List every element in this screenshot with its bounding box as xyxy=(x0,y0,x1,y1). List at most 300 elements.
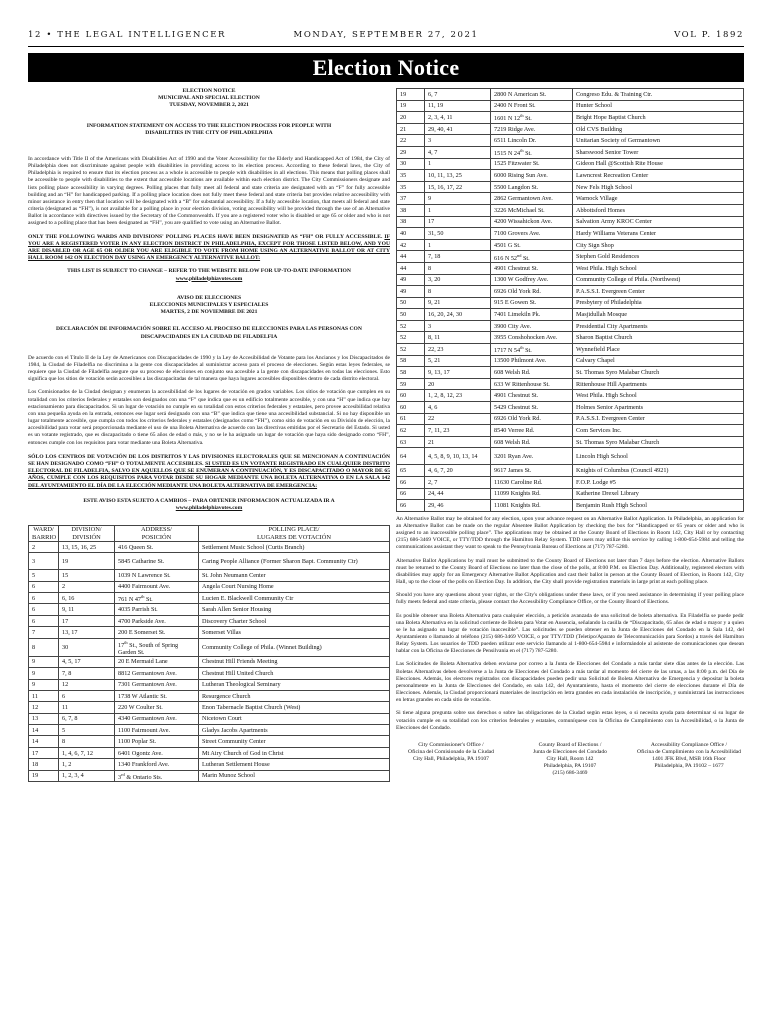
table-row xyxy=(397,332,744,344)
cell-ward: 6 xyxy=(29,615,59,626)
table-row xyxy=(29,553,390,570)
cell-ward: 65 xyxy=(397,465,425,477)
cell-division: 1 xyxy=(425,239,491,251)
english-heading-2: MUNICIPAL AND SPECIAL ELECTION xyxy=(158,95,260,102)
cell-address: 4400 Fairmount Ave. xyxy=(115,581,199,592)
cell-address: 1100 Poplar St. xyxy=(115,736,199,747)
cell-division: 9, 13, 17 xyxy=(425,367,491,379)
cell-ward: 9 xyxy=(29,679,59,690)
cell-ward: 62 xyxy=(397,425,425,437)
cell-address: 915 E Gowen St. xyxy=(491,297,573,309)
cell-ward: 52 xyxy=(397,344,425,356)
cell-address: 6401 Ogontz Ave. xyxy=(115,747,199,758)
table-row xyxy=(397,262,744,274)
table-row xyxy=(29,627,390,638)
spanish-bold-intro: SÓLO LOS CENTROS DE VOTACIÓN DE LOS DISTRITOS Y LAS DIVISIONES ELECTORALES QUE SE MENCIONAN A CONTINUACIÓN SE HAN DESIGNADO COMO “FH” O TOTALMENTE ACCESIBLES. xyxy=(28,453,390,467)
cell-ward: 66 xyxy=(397,477,425,489)
cell-division: 6, 7 xyxy=(425,89,491,101)
cell-polling-place: Mt Airy Church of God in Christ xyxy=(199,747,390,758)
english-bold-intro: ONLY THE FOLLOWING WARDS AND DIVISIONS' POLLING PLACES HAVE BEEN DESIGNATED AS “FH” OR FULLY ACCESSIBLE. xyxy=(28,233,383,240)
cell-division: 3 xyxy=(425,320,491,332)
cell-ward: 2 xyxy=(29,541,59,552)
cell-ward: 35 xyxy=(397,181,425,193)
cell-polling-place: New Fels High School xyxy=(573,181,744,193)
right-text-1: An Alternative Ballot may be obtained for any election, upon your advance request on an Alternative Ballot Application. In Philadelphia, an application for an Alternative Ballot can be made on the regular Absentee Ballot Application by checking the box for “Handicapped or 65 years or older and who is assigned to an inaccessible polling place”. The applications may be obtained at the County Board of Elections in Room 142, City Hall or by contacting (215) 686-3469 VOICE, or TTY/TDD through the Hamilton Relay System. TDD users may utilize this service by calling 1-800-654-5984 and telling the communications assistant they want to speak to the Pennsylvania Bureau of Elections at (717) 787-5280. xyxy=(396,515,744,551)
cell-division: 16, 20, 24, 30 xyxy=(425,309,491,321)
masthead-date: MONDAY, SEPTEMBER 27, 2021 xyxy=(293,30,479,40)
cell-address: 4700 Parkside Ave. xyxy=(115,615,199,626)
cell-division: 1, 4, 6, 7, 12 xyxy=(59,747,115,758)
table-row xyxy=(397,309,744,321)
cell-ward: 5 xyxy=(29,570,59,581)
cell-polling-place: Presidential City Apartments xyxy=(573,320,744,332)
cell-division: 7, 11, 23 xyxy=(425,425,491,437)
cell-address: 608 Welsh Rd. xyxy=(491,367,573,379)
cell-address: 220 W Coulter St. xyxy=(115,702,199,713)
cell-polling-place: Sharon Baptist Church xyxy=(573,332,744,344)
cell-ward: 52 xyxy=(397,320,425,332)
masthead xyxy=(28,30,744,44)
table-row xyxy=(29,713,390,724)
cell-address: 2862 Germantown Ave. xyxy=(491,193,573,205)
table-row xyxy=(29,604,390,615)
cell-address: 761 N 47th St. xyxy=(115,593,199,604)
cell-address: 4901 Chestnut St. xyxy=(491,262,573,274)
cell-polling-place: Calvary Chapel xyxy=(573,355,744,367)
cell-ward: 66 xyxy=(397,500,425,512)
cell-division: 30 xyxy=(59,638,115,656)
cell-ward: 14 xyxy=(29,725,59,736)
cell-division: 15, 16, 17, 22 xyxy=(425,181,491,193)
cell-division: 1, 2 xyxy=(59,759,115,770)
cell-ward: 60 xyxy=(397,390,425,402)
right-column xyxy=(396,88,744,777)
table-row xyxy=(397,297,744,309)
table-row xyxy=(397,500,744,512)
cell-address: 2400 N Front St. xyxy=(491,100,573,112)
table-row xyxy=(397,320,744,332)
cell-polling-place: St. John Neumann Center xyxy=(199,570,390,581)
english-body: In accordance with Title II of the Americans with Disabilities Act of 1990 and the Voter Accessibility for the Elderly and Handicapped Act of 1984, the City of Philadelphia does not discriminate against people with disabilities in providing access to its election process. According to these federal laws, the City of Philadelphia is required to ensure that its election process as a whole is accessible to people with disabilities in all elections. This means that polling places shall be accessible to people with disabilities to the extent that accessible locations are available within each election district. The City Commissioners designate and lists polling place accessibility in varying degrees. Polling places that fully meet all federal and state criteria are designated with an “F” for fully accessible building and an “H” for handicapped parking. If a polling place location does not fully meet these federal and state criteria but provides relative accessibility with minor assistance in entry then that location will be designated with a “B” for substantial accessibility. If a fully accessible location, that meets all federal and state criteria (designated as “FH”), is not available for a polling place in your election division, voting accessibility will be provided through the use of an Alternative Ballot in accordance with directives issued by the Secretary of the Commonwealth. If you are a registered voter who is disabled or age 65 or older and who is not assigned to a polling place that has been designated as “FH”, you are qualified to vote using an Alternative Ballot. xyxy=(28,156,390,227)
english-eligibility xyxy=(28,234,390,263)
masthead-volume: VOL P. 1892 xyxy=(674,30,744,40)
cell-polling-place: Gladys Jacobs Apartments xyxy=(199,725,390,736)
cell-address: 7219 Ridge Ave. xyxy=(491,123,573,135)
cell-polling-place: Somerset Villas xyxy=(199,627,390,638)
table-row xyxy=(397,100,744,112)
cell-ward: 8 xyxy=(29,638,59,656)
table-row xyxy=(397,239,744,251)
cell-polling-place: Community College of Phila. (Northwest) xyxy=(573,274,744,286)
cell-division: 22, 23 xyxy=(425,344,491,356)
cell-division: 4, 7 xyxy=(425,146,491,158)
cell-ward: 6 xyxy=(29,581,59,592)
table-row xyxy=(397,216,744,228)
spanish-eligibility xyxy=(28,454,390,490)
cell-division: 4, 6, 7, 20 xyxy=(425,465,491,477)
masthead-publication: 12 • THE LEGAL INTELLIGENCER xyxy=(28,30,227,40)
cell-polling-place: Unitarian Society of Germantown xyxy=(573,135,744,147)
right-text-6: Si tiene alguna pregunta sobre sus derechos o sobre las obligaciones de la Ciudad según estas leyes, o si necesita ayuda para determinar si su lugar de votación cumple en su totalidad con los criterios federales y estatales, comuníquese con la Oficina de Cumplimiento con la Accesibilidad, o la Junta de Elecciones del Condado. xyxy=(396,710,744,731)
table-row xyxy=(397,170,744,182)
cell-division: 21 xyxy=(425,436,491,448)
table-row xyxy=(29,759,390,770)
header-address: ADDRESS/ POSICIÓN xyxy=(115,526,199,542)
table-row xyxy=(29,679,390,690)
cell-polling-place: Lutheran Settlement House xyxy=(199,759,390,770)
contact-board-of-elections: County Board of Elections / Junta de Elecciones del Condado City Hall, Room 142 Philadelphia, PA 19107 (215) 686-3469 xyxy=(533,741,607,776)
cell-address: 2800 N American St. xyxy=(491,89,573,101)
contact-commissioners: City Commissioner's Office / Oficina del Comisionado de la Ciudad City Hall, Philadelphia, PA 19107 xyxy=(408,741,494,762)
cell-polling-place: Com Services Inc. xyxy=(573,425,744,437)
cell-ward: 6 xyxy=(29,604,59,615)
cell-ward: 42 xyxy=(397,239,425,251)
cell-division: 7, 8 xyxy=(59,668,115,679)
cell-address: 5845 Catharine St. xyxy=(115,553,199,570)
cell-polling-place: Lincoln High School xyxy=(573,448,744,465)
cell-address: 7401 Limekiln Pk. xyxy=(491,309,573,321)
cell-ward: 20 xyxy=(397,112,425,124)
cell-ward: 37 xyxy=(397,193,425,205)
cell-division: 4, 6 xyxy=(425,402,491,414)
cell-ward: 50 xyxy=(397,309,425,321)
spanish-subject: ESTE AVISO ESTA SUJETO A CAMBIOS – PARA OBTENER INFORMACION ACTUALIZADA IR A xyxy=(83,497,335,504)
english-heading-1: ELECTION NOTICE xyxy=(182,88,236,94)
cell-division: 1, 2, 8, 12, 23 xyxy=(425,390,491,402)
cell-polling-place: Stephen Gold Residences xyxy=(573,251,744,263)
spanish-body-1: De acuerdo con el Título II de la Ley de Americanos con Discapacidades de 1990 y la Ley de Accesibilidad de Votante para los Ancianos y los Discapacitados de 1984, la Ciudad de Filadelfia no discrimina a la gente con discapacidades al suministrar acceso para el proceso de elecciones. Según estas leyes federales, se requiere que la Ciudad de Filadelfia asegure que su proceso de elecciones en conjunto sea accesible a la gente con discapacidades en todas las elecciones. Esto significa que los sitios de votación serán accesibles a las discapacitadas de tal manera que haya lugares accesibles disponibles dentro de cada distrito electoral. xyxy=(28,354,390,383)
cell-division: 2, 7 xyxy=(425,477,491,489)
cell-division: 6, 16 xyxy=(59,593,115,604)
cell-ward: 17 xyxy=(29,747,59,758)
english-subject-notice xyxy=(28,268,390,282)
cell-address: 1515 N 24th St. xyxy=(491,146,573,158)
cell-polling-place: Holmes Senior Apartments xyxy=(573,402,744,414)
cell-polling-place: Old CVS Building xyxy=(573,123,744,135)
spanish-heading-3: MARTES, 2 DE NOVIEMBRE DE 2021 xyxy=(160,309,258,316)
contact-blocks xyxy=(396,742,744,777)
table-row xyxy=(29,690,390,701)
cell-division: 1, 2, 3, 4 xyxy=(59,770,115,781)
cell-ward: 18 xyxy=(29,759,59,770)
cell-ward: 61 xyxy=(397,413,425,425)
spanish-heading-1: AVISO DE ELECCIONES xyxy=(176,294,242,301)
cell-polling-place: Chestnut Hill United Church xyxy=(199,668,390,679)
cell-address: 616 N 52nd St. xyxy=(491,251,573,263)
cell-division: 31, 50 xyxy=(425,228,491,240)
cell-address: 13500 Philmont Ave. xyxy=(491,355,573,367)
table-row xyxy=(397,135,744,147)
table-row xyxy=(397,436,744,448)
cell-ward: 7 xyxy=(29,627,59,638)
cell-polling-place: Sharswood Senior Tower xyxy=(573,146,744,158)
cell-polling-place: Discovery Charter School xyxy=(199,615,390,626)
cell-division: 6 xyxy=(59,690,115,701)
cell-division: 3, 20 xyxy=(425,274,491,286)
table-row xyxy=(397,390,744,402)
table-row xyxy=(29,702,390,713)
cell-division: 3 xyxy=(425,135,491,147)
cell-ward: 22 xyxy=(397,135,425,147)
table-row xyxy=(29,593,390,604)
cell-ward: 38 xyxy=(397,204,425,216)
cell-division: 8 xyxy=(425,286,491,298)
right-text-3: Should you have any questions about your rights, or the City's obligations under these laws, or if you need assistance in determining if your polling place fully meets federal and state criteria, please contact the Accessibility Compliance Office, or the County Board of Elections. xyxy=(396,592,744,606)
table-row xyxy=(397,488,744,500)
cell-polling-place: West Phila. High School xyxy=(573,262,744,274)
cell-ward: 50 xyxy=(397,297,425,309)
table-row xyxy=(397,158,744,170)
cell-ward: 59 xyxy=(397,378,425,390)
cell-polling-place: Community College of Phila. (Winnet Building) xyxy=(199,638,390,656)
table-row xyxy=(29,615,390,626)
cell-polling-place: Resurgence Church xyxy=(199,690,390,701)
right-text-4: Es posible obtener una Boleta Alternativa para cualquier elección, a petición avanzada de una solicitud de boleta alternativa. En Filadelfia se puede pedir una Boleta Alternativa en la solicitud corriente de Boleta para Votar en Ausencia, señalando la casilla de “Discapacitado, 65 años de edad o mayor y a quien se le ha asignado un lugar de votación inaccesible”. Las solicitudes se pueden obtener en la Junta de Elecciones del Condado en la Sala 142, del Ayuntamiento o llamando al teléfono (215) 686-3469 VOICE, o por TTY/TDD (Teletipo/Aparato de Telecomunicación para Sordos) a través del Hamilton Relay System. Los usuarios de TDD pueden utilizar este servicio llamando al 1-800-654-5984 e informándole al asistente de comunicaciones que desean hablar con la Oficina de Elecciones de Pensilvania en el (717) 787-5280. xyxy=(396,612,744,655)
cell-division: 4, 5, 8, 9, 10, 13, 14 xyxy=(425,448,491,465)
table-row xyxy=(29,736,390,747)
cell-division: 8, 11 xyxy=(425,332,491,344)
cell-address: 4200 Wissahickon Ave. xyxy=(491,216,573,228)
header-division: DIVISION/ DIVISIÓN xyxy=(59,526,115,542)
cell-polling-place: St. Thomas Syro Malabar Church xyxy=(573,367,744,379)
cell-ward: 44 xyxy=(397,262,425,274)
table-row xyxy=(29,570,390,581)
table-row xyxy=(397,413,744,425)
cell-division: 9, 21 xyxy=(425,297,491,309)
english-info-title: INFORMATION STATEMENT ON ACCESS TO THE ELECTION PROCESS FOR PEOPLE WITH DISABILITIES IN THE CITY OF PHILADELPHIA xyxy=(86,122,332,136)
cell-division: 9 xyxy=(425,193,491,205)
cell-address: 608 Welsh Rd. xyxy=(491,436,573,448)
cell-address: 4340 Germantown Ave. xyxy=(115,713,199,724)
cell-address: 3955 Conshohocken Ave. xyxy=(491,332,573,344)
banner-title: Election Notice xyxy=(28,53,744,82)
cell-ward: 12 xyxy=(29,702,59,713)
cell-polling-place: Masjidullah Mosque xyxy=(573,309,744,321)
cell-division: 17 xyxy=(425,216,491,228)
cell-polling-place: Gideon Hall @Scottish Rite House xyxy=(573,158,744,170)
cell-polling-place: Nicetown Court xyxy=(199,713,390,724)
cell-address: 3226 McMichael St. xyxy=(491,204,573,216)
cell-ward: 29 xyxy=(397,146,425,158)
table-row xyxy=(29,581,390,592)
table-row xyxy=(397,425,744,437)
cell-division: 15 xyxy=(59,570,115,581)
cell-polling-place: Bright Hope Baptist Church xyxy=(573,112,744,124)
cell-polling-place: Marin Munoz School xyxy=(199,770,390,781)
cell-address: 4501 G St. xyxy=(491,239,573,251)
table-row xyxy=(397,448,744,465)
cell-ward: 40 xyxy=(397,228,425,240)
cell-ward: 19 xyxy=(397,89,425,101)
cell-polling-place: West Phila. High School xyxy=(573,390,744,402)
table-row xyxy=(397,228,744,240)
cell-division: 5, 21 xyxy=(425,355,491,367)
cell-address: 9617 James St. xyxy=(491,465,573,477)
cell-ward: 13 xyxy=(29,713,59,724)
cell-address: 5429 Chestnut St. xyxy=(491,402,573,414)
cell-address: 4035 Parrish St. xyxy=(115,604,199,615)
cell-ward: 49 xyxy=(397,286,425,298)
cell-division: 2, 3, 4, 11 xyxy=(425,112,491,124)
cell-division: 11, 19 xyxy=(425,100,491,112)
cell-division: 19 xyxy=(59,553,115,570)
spanish-website-link[interactable]: www.philadelphiavotes.com xyxy=(175,504,243,511)
cell-polling-place: City Sign Shop xyxy=(573,239,744,251)
cell-division: 1 xyxy=(425,158,491,170)
cell-ward: 19 xyxy=(397,100,425,112)
cell-division: 22 xyxy=(425,413,491,425)
cell-ward: 9 xyxy=(29,668,59,679)
left-column xyxy=(28,88,390,782)
cell-polling-place: P.A.S.S.I. Evergreen Center xyxy=(573,413,744,425)
cell-ward: 11 xyxy=(29,690,59,701)
table-row xyxy=(397,193,744,205)
table-header-row xyxy=(29,526,390,542)
cell-division: 5 xyxy=(59,725,115,736)
table-row xyxy=(29,770,390,781)
cell-division: 6, 7, 8 xyxy=(59,713,115,724)
cell-address: 1300 W Godfrey Ave. xyxy=(491,274,573,286)
cell-polling-place: Presbytery of Philadelphia xyxy=(573,297,744,309)
cell-ward: 38 xyxy=(397,216,425,228)
cell-division: 12 xyxy=(59,679,115,690)
table-row xyxy=(397,344,744,356)
table-row xyxy=(29,725,390,736)
table-row xyxy=(397,477,744,489)
cell-polling-place: Lawncrest Recreation Center xyxy=(573,170,744,182)
table-row xyxy=(29,638,390,656)
cell-polling-place: F.O.P. Lodge #5 xyxy=(573,477,744,489)
cell-ward: 3 xyxy=(29,553,59,570)
cell-division: 13, 15, 16, 25 xyxy=(59,541,115,552)
table-row xyxy=(29,668,390,679)
contact-accessibility-office: Accessibility Compliance Office / Oficina de Cumplimiento con la Accesibilidad 1401 JFK Blvd, MSB 16th Floor Philadelphia, PA 19102 – 1677 xyxy=(637,741,741,769)
table-row xyxy=(397,181,744,193)
cell-address: 1717 N 54th St. xyxy=(491,344,573,356)
cell-address: 1525 Fitzwater St. xyxy=(491,158,573,170)
cell-ward: 14 xyxy=(29,736,59,747)
cell-address: 11099 Knights Rd. xyxy=(491,488,573,500)
cell-ward: 6 xyxy=(29,593,59,604)
cell-division: 7, 18 xyxy=(425,251,491,263)
cell-division: 10, 11, 13, 25 xyxy=(425,170,491,182)
cell-division: 24, 44 xyxy=(425,488,491,500)
cell-division: 29, 40, 41 xyxy=(425,123,491,135)
cell-address: 20 E Mermaid Lane xyxy=(115,656,199,667)
spanish-heading xyxy=(28,295,390,317)
cell-polling-place: Hunter School xyxy=(573,100,744,112)
cell-polling-place: Angela Court Nursing Home xyxy=(199,581,390,592)
cell-polling-place: Caring People Alliance (Former Sharon Bapt. Community Ctr) xyxy=(199,553,390,570)
cell-address: 4901 Chestnut St. xyxy=(491,390,573,402)
table-row xyxy=(397,286,744,298)
cell-polling-place: Abbottsford Homes xyxy=(573,204,744,216)
cell-polling-place: Sarah Allen Senior Housing xyxy=(199,604,390,615)
table-row xyxy=(397,378,744,390)
cell-address: 1601 N 12th St. xyxy=(491,112,573,124)
cell-address: 1738 W Atlantic St. xyxy=(115,690,199,701)
cell-polling-place: Hardy Williams Veterans Center xyxy=(573,228,744,240)
cell-division: 4, 5, 17 xyxy=(59,656,115,667)
cell-division: 8 xyxy=(425,262,491,274)
table-row xyxy=(29,747,390,758)
table-row xyxy=(29,656,390,667)
right-text-2: Alternative Ballot Applications by mail must be submitted to the County Board of Elections not later than 7 days before the election. Alternative Ballots must be returned to the County Board of Elections no later than the close of the polls, at 8:00 P.M. on Election Day. Additionally, registered electors with disabilities may apply for an Emergency Alternative Ballot Application and cast their ballot in person at the County Board of Election, in Room 142, City Hall, up to the close of the polls on Election Day. In addition, the City shall provide registration materials in large print at each polling place. xyxy=(396,557,744,586)
cell-polling-place: Lutheran Theological Seminary xyxy=(199,679,390,690)
cell-polling-place: Salvation Army KROC Center xyxy=(573,216,744,228)
english-heading-3: TUESDAY, NOVEMBER 2, 2021 xyxy=(169,102,249,109)
cell-ward: 58 xyxy=(397,367,425,379)
cell-polling-place: Benjamin Rush High School xyxy=(573,500,744,512)
cell-polling-place: Warnock Village xyxy=(573,193,744,205)
cell-address: 633 W Rittenhouse St. xyxy=(491,378,573,390)
cell-address: 7100 Grovers Ave. xyxy=(491,228,573,240)
left-polling-table xyxy=(28,525,390,782)
spanish-heading-2: ELECCIONES MUNICIPALES Y ESPECIALES xyxy=(149,302,269,308)
header-polling-place: POLLING PLACE/ LUGARES DE VOTACIÓN xyxy=(199,526,390,542)
cell-address: 1100 Fairmount Ave. xyxy=(115,725,199,736)
cell-polling-place: P.A.S.S.I. Evergreen Center xyxy=(573,286,744,298)
cell-division: 20 xyxy=(425,378,491,390)
english-bold-underlined: IF YOU ARE A REGISTERED VOTER IN ANY ELECTION DISTRICT IN PHILADELPHIA, EXCEPT FOR THOSE LISTED BELOW, AND YOU ARE DISABLED OR AGE 65 OR OLDER YOU ARE ELIGIBLE TO VOTE FROM HOME USING AN ALTERNATIVE BALLOT OR AT CITY HALL ROOM 142 ON ELECTION DAY USING AN EMERGENCY ALTERNATIVE BALLOT: xyxy=(28,233,390,262)
cell-division: 13, 17 xyxy=(59,627,115,638)
cell-address: 6000 Rising Sun Ave. xyxy=(491,170,573,182)
right-polling-table xyxy=(396,88,744,512)
table-row xyxy=(397,204,744,216)
cell-polling-place: Katherine Drexel Library xyxy=(573,488,744,500)
right-text-5: Las Solicitudes de Boleta Alternativa deben enviarse por correo a la Junta de Elecciones del Condado a más tardar siete días antes de la elección. Las Boletas Alternativas deben devolverse a la Junta de Elecciones del Condado a más tardar al momento del cierre de las urnas, a las 8:00 p.m. del Día de Elecciones. Además, los electores registrados con discapacidades pueden pedir una Solicitud de Boleta Alternativa de Emergencia y depositar la boleta personalmente en la Junta de Elecciones del Condado, en sala 142, del Ayuntamiento, hasta el momento del cierre de elecciones durante el Día de Elecciones. Además, la Ciudad proporcionará materiales de inscripción en letra grandes en cada instalación de inscripción, y suministrará las instrucciones en letras grandes en cada sitio de votación. xyxy=(396,661,744,704)
cell-polling-place: Congreso Edu. & Training Ctr. xyxy=(573,89,744,101)
cell-address: 416 Queen St. xyxy=(115,541,199,552)
spanish-body-2: Los Comisionados de la Ciudad designan y enumeran la accesibilidad de los lugares de votación en grados variables. Los sitios de votación que cumplen en su totalidad con los criterios federales y estatales son designados con una “F” que indica que es un edificio totalmente accesible, y con una “H” que indica que hay estacionamiento para discapacitados. Si un lugar de votación no cumple en su totalidad con estos criterios federales y estatales, pero provee accesibilidad relativa con una pequeña ayuda en la entrada, entonces ese lugar será designado con una “B” que indica que tiene una accesibilidad substancial. Si no hay disponible un lugar totalmente accesible, que cumpla con todos los criterios federales y estatales (designados como “FH”), como sitio de votación en su División de elección, la accesibilidad para votar será proporcionada mediante el uso de una Boleta Alternativa de acuerdo con las directivas emitidas por el Secretario del Estado. Si usted es un votante registrado, que es discapacitado o tiene 65 años de edad o más, y no se le ha asignado un lugar de votación que haya sido designado como “FH”, entonces cumple con los requisitos para votar mediante una Boleta Alternativa. xyxy=(28,389,390,446)
cell-ward: 66 xyxy=(397,488,425,500)
cell-division: 2 xyxy=(59,581,115,592)
cell-address: 200 E Somerset St. xyxy=(115,627,199,638)
cell-address: 11081 Knights Rd. xyxy=(491,500,573,512)
cell-ward: 49 xyxy=(397,274,425,286)
cell-division: 1 xyxy=(425,204,491,216)
cell-polling-place: Enon Tabernacle Baptist Church (West) xyxy=(199,702,390,713)
cell-address: 8812 Germantown Ave. xyxy=(115,668,199,679)
cell-division: 29, 46 xyxy=(425,500,491,512)
table-row xyxy=(397,355,744,367)
cell-ward: 52 xyxy=(397,332,425,344)
cell-polling-place: Knights of Columbus (Council 4921) xyxy=(573,465,744,477)
cell-ward: 35 xyxy=(397,170,425,182)
cell-division: 11 xyxy=(59,702,115,713)
english-website-link[interactable]: www.philadelphiavotes.com xyxy=(175,275,243,282)
cell-address: 7301 Germantown Ave. xyxy=(115,679,199,690)
cell-polling-place: Wynnefield Place xyxy=(573,344,744,356)
spanish-subject-notice xyxy=(28,498,390,512)
english-subject: THIS LIST IS SUBJECT TO CHANGE – REFER TO THE WEBSITE BELOW FOR UP-TO-DATE INFORMATION xyxy=(67,268,351,275)
cell-ward: 64 xyxy=(397,448,425,465)
cell-polling-place: St. Thomas Syro Malabar Church xyxy=(573,436,744,448)
cell-polling-place: Rittenhouse Hill Apartments xyxy=(573,378,744,390)
table-row xyxy=(397,146,744,158)
cell-address: 6511 Lincoln Dr. xyxy=(491,135,573,147)
cell-ward: 21 xyxy=(397,123,425,135)
cell-ward: 58 xyxy=(397,355,425,367)
header-ward: WARD/ BARRIO xyxy=(29,526,59,542)
cell-address: 11630 Caroline Rd. xyxy=(491,477,573,489)
cell-division: 9, 11 xyxy=(59,604,115,615)
table-row xyxy=(397,402,744,414)
cell-address: 3rd & Ontario Sts. xyxy=(115,770,199,781)
table-row xyxy=(397,367,744,379)
spanish-info-title: DECLARACIÓN DE INFORMACIÓN SOBRE EL ACCESO AL PROCESO DE ELECCIONES PARA LAS PERSONAS CON DISCAPACIDADES EN LA CIUDAD DE FILADELFIA xyxy=(56,326,362,340)
table-row xyxy=(397,89,744,101)
